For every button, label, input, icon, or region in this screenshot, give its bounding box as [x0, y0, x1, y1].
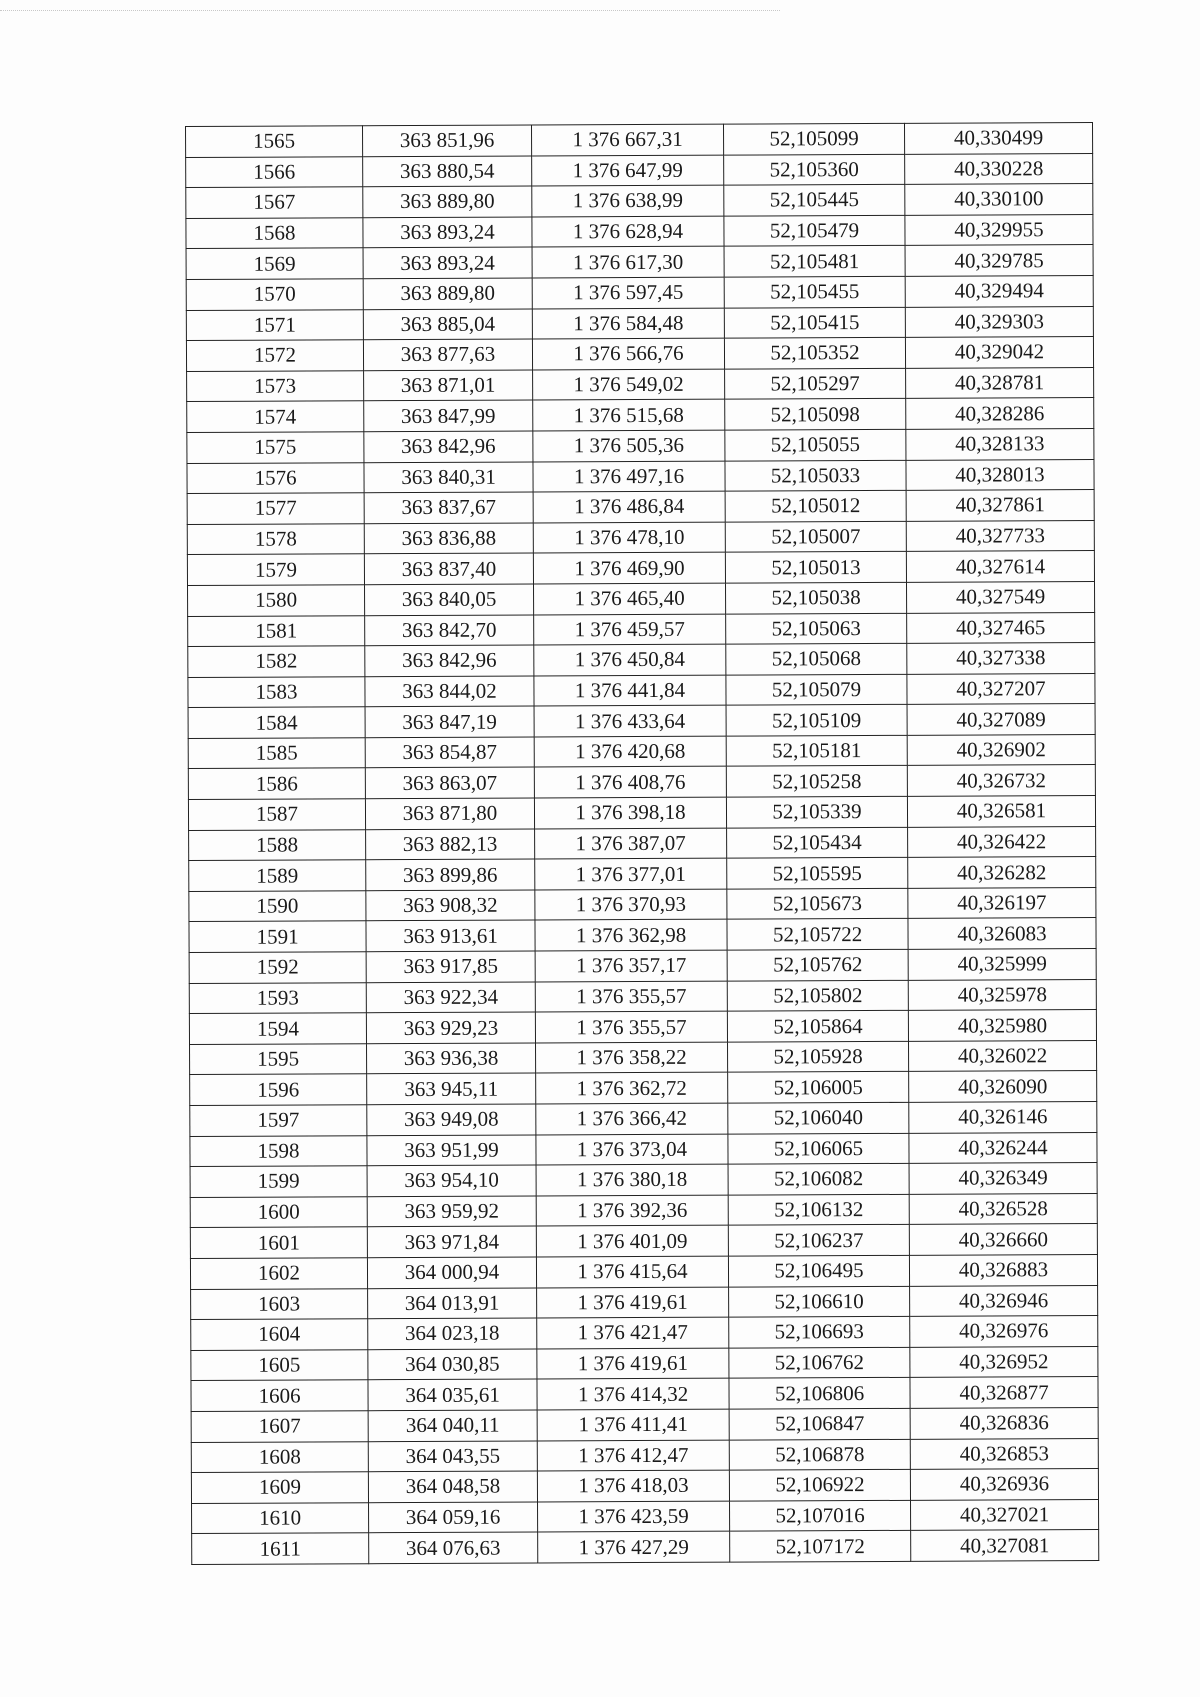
table-row [190, 1132, 1097, 1167]
y-coordinate-cell: 1 376 373,04 [536, 1134, 728, 1165]
table-row [189, 918, 1096, 953]
y-coordinate-cell: 1 376 366,42 [536, 1103, 728, 1134]
latitude-cell: 52,106610 [729, 1286, 910, 1317]
point-number-cell: 1605 [191, 1349, 368, 1380]
table-row [187, 520, 1094, 555]
latitude-cell: 52,105258 [726, 766, 907, 797]
y-coordinate-cell: 1 376 549,02 [533, 369, 725, 400]
table-row [187, 551, 1094, 586]
longitude-cell: 40,326090 [909, 1071, 1097, 1102]
point-number-cell: 1586 [188, 768, 365, 799]
latitude-cell: 52,105762 [727, 949, 908, 980]
y-coordinate-cell: 1 376 398,18 [534, 797, 726, 828]
latitude-cell: 52,105415 [724, 307, 905, 338]
longitude-cell: 40,326877 [910, 1377, 1098, 1408]
longitude-cell: 40,328133 [906, 428, 1094, 459]
latitude-cell: 52,105063 [726, 613, 907, 644]
longitude-cell: 40,327338 [907, 643, 1095, 674]
table-row [188, 765, 1095, 800]
point-number-cell: 1610 [192, 1502, 369, 1533]
table-row [191, 1469, 1098, 1504]
table-row [190, 1040, 1097, 1075]
x-coordinate-cell: 363 917,85 [366, 951, 535, 982]
x-coordinate-cell: 363 877,63 [363, 339, 532, 370]
latitude-cell: 52,107172 [730, 1531, 911, 1562]
table-row [191, 1407, 1098, 1442]
longitude-cell: 40,325978 [908, 979, 1096, 1010]
longitude-cell: 40,330499 [904, 123, 1092, 154]
x-coordinate-cell: 363 837,67 [364, 492, 533, 523]
point-number-cell: 1568 [186, 218, 363, 249]
table-row [188, 796, 1095, 831]
table-row [187, 459, 1094, 494]
y-coordinate-cell: 1 376 459,57 [534, 614, 726, 645]
latitude-cell: 52,105099 [723, 123, 904, 154]
x-coordinate-cell: 363 842,70 [365, 614, 534, 645]
point-number-cell: 1580 [188, 585, 365, 616]
x-coordinate-cell: 363 954,10 [367, 1165, 536, 1196]
longitude-cell: 40,326244 [909, 1132, 1097, 1163]
longitude-cell: 40,326581 [907, 796, 1095, 827]
latitude-cell: 52,106237 [728, 1225, 909, 1256]
point-number-cell: 1567 [186, 187, 363, 218]
point-number-cell: 1609 [191, 1472, 368, 1503]
point-number-cell: 1578 [187, 523, 364, 554]
longitude-cell: 40,327614 [906, 551, 1094, 582]
point-number-cell: 1598 [190, 1135, 367, 1166]
point-number-cell: 1576 [187, 462, 364, 493]
latitude-cell: 52,106762 [729, 1347, 910, 1378]
table-row [186, 214, 1093, 249]
x-coordinate-cell: 363 951,99 [367, 1135, 536, 1166]
latitude-cell: 52,106847 [729, 1408, 910, 1439]
y-coordinate-cell: 1 376 647,99 [532, 155, 724, 186]
y-coordinate-cell: 1 376 441,84 [534, 675, 726, 706]
longitude-cell: 40,328286 [906, 398, 1094, 429]
x-coordinate-cell: 363 893,24 [363, 247, 532, 278]
x-coordinate-cell: 363 880,54 [363, 156, 532, 187]
y-coordinate-cell: 1 376 401,09 [536, 1226, 728, 1257]
longitude-cell: 40,329955 [905, 214, 1093, 245]
latitude-cell: 52,107016 [730, 1500, 911, 1531]
point-number-cell: 1571 [186, 309, 363, 340]
point-number-cell: 1565 [186, 126, 363, 157]
latitude-cell: 52,105455 [724, 276, 905, 307]
longitude-cell: 40,326022 [909, 1040, 1097, 1071]
table-row [191, 1316, 1098, 1351]
x-coordinate-cell: 363 847,99 [364, 400, 533, 431]
y-coordinate-cell: 1 376 357,17 [535, 950, 727, 981]
point-number-cell: 1587 [188, 799, 365, 830]
x-coordinate-cell: 363 842,96 [364, 431, 533, 462]
y-coordinate-cell: 1 376 414,32 [537, 1378, 729, 1409]
latitude-cell: 52,106065 [728, 1133, 909, 1164]
point-number-cell: 1611 [192, 1533, 369, 1564]
point-number-cell: 1599 [190, 1166, 367, 1197]
longitude-cell: 40,329042 [905, 337, 1093, 368]
y-coordinate-cell: 1 376 628,94 [532, 216, 724, 247]
latitude-cell: 52,105098 [725, 399, 906, 430]
table-row [187, 490, 1094, 525]
longitude-cell: 40,326946 [910, 1285, 1098, 1316]
point-number-cell: 1597 [190, 1105, 367, 1136]
x-coordinate-cell: 363 945,11 [367, 1073, 536, 1104]
longitude-cell: 40,327861 [906, 490, 1094, 521]
x-coordinate-cell: 363 837,40 [364, 553, 533, 584]
x-coordinate-cell: 363 936,38 [367, 1043, 536, 1074]
y-coordinate-cell: 1 376 584,48 [532, 308, 724, 339]
point-number-cell: 1579 [187, 554, 364, 585]
table-row [186, 276, 1093, 311]
x-coordinate-cell: 363 854,87 [365, 737, 534, 768]
point-number-cell: 1592 [189, 952, 366, 983]
point-number-cell: 1594 [189, 1013, 366, 1044]
table-row [189, 826, 1096, 861]
y-coordinate-cell: 1 376 418,03 [537, 1470, 729, 1501]
point-number-cell: 1601 [190, 1227, 367, 1258]
table-row [186, 153, 1093, 188]
longitude-cell: 40,326952 [910, 1346, 1098, 1377]
point-number-cell: 1581 [188, 615, 365, 646]
latitude-cell: 52,105352 [724, 338, 905, 369]
point-number-cell: 1600 [190, 1196, 367, 1227]
point-number-cell: 1572 [186, 340, 363, 371]
table-row [189, 887, 1096, 922]
y-coordinate-cell: 1 376 420,68 [534, 736, 726, 767]
x-coordinate-cell: 364 048,58 [368, 1471, 537, 1502]
y-coordinate-cell: 1 376 423,59 [538, 1501, 730, 1532]
table-row [186, 184, 1093, 219]
latitude-cell: 52,105360 [724, 154, 905, 185]
point-number-cell: 1584 [188, 707, 365, 738]
point-number-cell: 1588 [189, 829, 366, 860]
point-number-cell: 1603 [191, 1288, 368, 1319]
y-coordinate-cell: 1 376 638,99 [532, 185, 724, 216]
y-coordinate-cell: 1 376 597,45 [532, 277, 724, 308]
point-number-cell: 1569 [186, 248, 363, 279]
y-coordinate-cell: 1 376 566,76 [532, 338, 724, 369]
latitude-cell: 52,105033 [725, 460, 906, 491]
longitude-cell: 40,325980 [908, 1010, 1096, 1041]
table-row [190, 1193, 1097, 1228]
y-coordinate-cell: 1 376 377,01 [535, 858, 727, 889]
latitude-cell: 52,106495 [728, 1255, 909, 1286]
point-number-cell: 1604 [191, 1319, 368, 1350]
y-coordinate-cell: 1 376 505,36 [533, 430, 725, 461]
y-coordinate-cell: 1 376 427,29 [538, 1531, 730, 1562]
y-coordinate-cell: 1 376 370,93 [535, 889, 727, 920]
latitude-cell: 52,105109 [726, 705, 907, 736]
point-number-cell: 1607 [191, 1411, 368, 1442]
longitude-cell: 40,326282 [908, 857, 1096, 888]
x-coordinate-cell: 363 929,23 [366, 1012, 535, 1043]
x-coordinate-cell: 364 043,55 [368, 1441, 537, 1472]
latitude-cell: 52,105068 [726, 643, 907, 674]
x-coordinate-cell: 363 889,80 [363, 278, 532, 309]
longitude-cell: 40,330228 [905, 153, 1093, 184]
table-row [190, 1102, 1097, 1137]
longitude-cell: 40,326349 [909, 1163, 1097, 1194]
x-coordinate-cell: 363 840,05 [365, 584, 534, 615]
x-coordinate-cell: 363 842,96 [365, 645, 534, 676]
y-coordinate-cell: 1 376 411,41 [537, 1409, 729, 1440]
latitude-cell: 52,105079 [726, 674, 907, 705]
x-coordinate-cell: 363 863,07 [365, 767, 534, 798]
y-coordinate-cell: 1 376 419,61 [537, 1348, 729, 1379]
y-coordinate-cell: 1 376 617,30 [532, 247, 724, 278]
latitude-cell: 52,105673 [727, 888, 908, 919]
table-row [188, 581, 1095, 616]
longitude-cell: 40,326528 [909, 1193, 1097, 1224]
latitude-cell: 52,105339 [726, 796, 907, 827]
x-coordinate-cell: 363 871,80 [365, 798, 534, 829]
table-row [191, 1285, 1098, 1320]
longitude-cell: 40,326853 [910, 1438, 1098, 1469]
x-coordinate-cell: 363 908,32 [366, 890, 535, 921]
x-coordinate-cell: 363 971,84 [367, 1226, 536, 1257]
latitude-cell: 52,105055 [725, 429, 906, 460]
longitude-cell: 40,326902 [907, 734, 1095, 765]
table-row [187, 367, 1094, 402]
longitude-cell: 40,329785 [905, 245, 1093, 276]
longitude-cell: 40,326146 [909, 1102, 1097, 1133]
table-row [190, 1224, 1097, 1259]
y-coordinate-cell: 1 376 450,84 [534, 644, 726, 675]
longitude-cell: 40,326936 [910, 1469, 1098, 1500]
x-coordinate-cell: 363 899,86 [366, 859, 535, 890]
longitude-cell: 40,328781 [906, 367, 1094, 398]
point-number-cell: 1589 [189, 860, 366, 891]
latitude-cell: 52,106878 [729, 1439, 910, 1470]
latitude-cell: 52,105445 [724, 185, 905, 216]
x-coordinate-cell: 364 023,18 [368, 1318, 537, 1349]
longitude-cell: 40,326976 [910, 1316, 1098, 1347]
point-number-cell: 1575 [187, 432, 364, 463]
longitude-cell: 40,327081 [911, 1530, 1099, 1561]
point-number-cell: 1608 [191, 1441, 368, 1472]
latitude-cell: 52,105802 [727, 980, 908, 1011]
latitude-cell: 52,106132 [728, 1194, 909, 1225]
scan-artifact-line [0, 10, 780, 11]
latitude-cell: 52,106082 [728, 1164, 909, 1195]
x-coordinate-cell: 363 847,19 [365, 706, 534, 737]
longitude-cell: 40,326422 [908, 826, 1096, 857]
x-coordinate-cell: 363 893,24 [363, 217, 532, 248]
y-coordinate-cell: 1 376 358,22 [536, 1042, 728, 1073]
latitude-cell: 52,106806 [729, 1378, 910, 1409]
table-row [187, 428, 1094, 463]
point-number-cell: 1593 [189, 982, 366, 1013]
table-row [188, 612, 1095, 647]
x-coordinate-cell: 363 840,31 [364, 462, 533, 493]
x-coordinate-cell: 363 922,34 [366, 982, 535, 1013]
x-coordinate-cell: 363 959,92 [367, 1196, 536, 1227]
x-coordinate-cell: 363 889,80 [363, 186, 532, 217]
longitude-cell: 40,330100 [905, 184, 1093, 215]
y-coordinate-cell: 1 376 380,18 [536, 1164, 728, 1195]
y-coordinate-cell: 1 376 469,90 [533, 552, 725, 583]
table-row [189, 1010, 1096, 1045]
longitude-cell: 40,326660 [909, 1224, 1097, 1255]
point-number-cell: 1583 [188, 676, 365, 707]
y-coordinate-cell: 1 376 355,57 [535, 981, 727, 1012]
table-row [192, 1499, 1099, 1534]
table-row [186, 123, 1093, 158]
y-coordinate-cell: 1 376 465,40 [534, 583, 726, 614]
point-number-cell: 1606 [191, 1380, 368, 1411]
table-row [189, 857, 1096, 892]
x-coordinate-cell: 363 844,02 [365, 676, 534, 707]
table-row [188, 704, 1095, 739]
table-row [189, 949, 1096, 984]
latitude-cell: 52,105479 [724, 215, 905, 246]
table-row [192, 1530, 1099, 1565]
latitude-cell: 52,105595 [727, 858, 908, 889]
latitude-cell: 52,105297 [725, 368, 906, 399]
y-coordinate-cell: 1 376 412,47 [537, 1440, 729, 1471]
longitude-cell: 40,327733 [906, 520, 1094, 551]
y-coordinate-cell: 1 376 433,64 [534, 705, 726, 736]
x-coordinate-cell: 364 076,63 [369, 1532, 538, 1563]
table-row [190, 1254, 1097, 1289]
y-coordinate-cell: 1 376 355,57 [535, 1011, 727, 1042]
x-coordinate-cell: 363 882,13 [366, 829, 535, 860]
y-coordinate-cell: 1 376 408,76 [534, 767, 726, 798]
longitude-cell: 40,327021 [911, 1499, 1099, 1530]
longitude-cell: 40,328013 [906, 459, 1094, 490]
x-coordinate-cell: 364 040,11 [368, 1410, 537, 1441]
y-coordinate-cell: 1 376 667,31 [531, 124, 723, 155]
latitude-cell: 52,105434 [727, 827, 908, 858]
y-coordinate-cell: 1 376 486,84 [533, 491, 725, 522]
point-number-cell: 1570 [186, 279, 363, 310]
longitude-cell: 40,326083 [908, 918, 1096, 949]
x-coordinate-cell: 364 000,94 [367, 1257, 536, 1288]
x-coordinate-cell: 363 836,88 [364, 523, 533, 554]
table-row [186, 306, 1093, 341]
table-row [190, 1071, 1097, 1106]
x-coordinate-cell: 363 871,01 [364, 370, 533, 401]
point-number-cell: 1590 [189, 891, 366, 922]
table-row [191, 1377, 1098, 1412]
point-number-cell: 1574 [187, 401, 364, 432]
y-coordinate-cell: 1 376 421,47 [537, 1317, 729, 1348]
coordinates-table [185, 122, 1099, 1565]
x-coordinate-cell: 364 059,16 [369, 1502, 538, 1533]
y-coordinate-cell: 1 376 478,10 [533, 522, 725, 553]
latitude-cell: 52,106922 [729, 1469, 910, 1500]
point-number-cell: 1573 [187, 370, 364, 401]
longitude-cell: 40,327089 [907, 704, 1095, 735]
longitude-cell: 40,327465 [907, 612, 1095, 643]
table-row [191, 1438, 1098, 1473]
latitude-cell: 52,105481 [724, 246, 905, 277]
x-coordinate-cell: 363 913,61 [366, 920, 535, 951]
longitude-cell: 40,325999 [908, 949, 1096, 980]
longitude-cell: 40,329494 [905, 276, 1093, 307]
x-coordinate-cell: 363 885,04 [363, 309, 532, 340]
table-row [191, 1346, 1098, 1381]
longitude-cell: 40,327549 [906, 581, 1094, 612]
table-row [188, 673, 1095, 708]
point-number-cell: 1585 [188, 738, 365, 769]
y-coordinate-cell: 1 376 497,16 [533, 461, 725, 492]
table-row [186, 337, 1093, 372]
coordinates-table-body [186, 123, 1099, 1565]
longitude-cell: 40,327207 [907, 673, 1095, 704]
latitude-cell: 52,106005 [728, 1072, 909, 1103]
point-number-cell: 1602 [190, 1258, 367, 1289]
longitude-cell: 40,326197 [908, 887, 1096, 918]
point-number-cell: 1596 [190, 1074, 367, 1105]
longitude-cell: 40,329303 [905, 306, 1093, 337]
latitude-cell: 52,106040 [728, 1102, 909, 1133]
table-row [187, 398, 1094, 433]
latitude-cell: 52,105012 [725, 490, 906, 521]
x-coordinate-cell: 364 013,91 [368, 1288, 537, 1319]
y-coordinate-cell: 1 376 419,61 [537, 1287, 729, 1318]
table-row [190, 1163, 1097, 1198]
latitude-cell: 52,106693 [729, 1317, 910, 1348]
longitude-cell: 40,326836 [910, 1407, 1098, 1438]
latitude-cell: 52,105013 [725, 552, 906, 583]
table-row [188, 734, 1095, 769]
x-coordinate-cell: 363 949,08 [367, 1104, 536, 1135]
latitude-cell: 52,105722 [727, 919, 908, 950]
y-coordinate-cell: 1 376 387,07 [535, 828, 727, 859]
y-coordinate-cell: 1 376 415,64 [536, 1256, 728, 1287]
y-coordinate-cell: 1 376 362,72 [536, 1073, 728, 1104]
point-number-cell: 1591 [189, 921, 366, 952]
point-number-cell: 1595 [190, 1044, 367, 1075]
latitude-cell: 52,105864 [727, 1011, 908, 1042]
x-coordinate-cell: 363 851,96 [363, 125, 532, 156]
point-number-cell: 1566 [186, 156, 363, 187]
y-coordinate-cell: 1 376 392,36 [536, 1195, 728, 1226]
table-row [188, 643, 1095, 678]
table-row [186, 245, 1093, 280]
x-coordinate-cell: 364 030,85 [368, 1349, 537, 1380]
longitude-cell: 40,326883 [909, 1254, 1097, 1285]
latitude-cell: 52,105181 [726, 735, 907, 766]
point-number-cell: 1582 [188, 646, 365, 677]
longitude-cell: 40,326732 [907, 765, 1095, 796]
point-number-cell: 1577 [187, 493, 364, 524]
table-row [189, 979, 1096, 1014]
y-coordinate-cell: 1 376 362,98 [535, 920, 727, 951]
latitude-cell: 52,105038 [725, 582, 906, 613]
y-coordinate-cell: 1 376 515,68 [533, 399, 725, 430]
latitude-cell: 52,105928 [728, 1041, 909, 1072]
latitude-cell: 52,105007 [725, 521, 906, 552]
x-coordinate-cell: 364 035,61 [368, 1379, 537, 1410]
